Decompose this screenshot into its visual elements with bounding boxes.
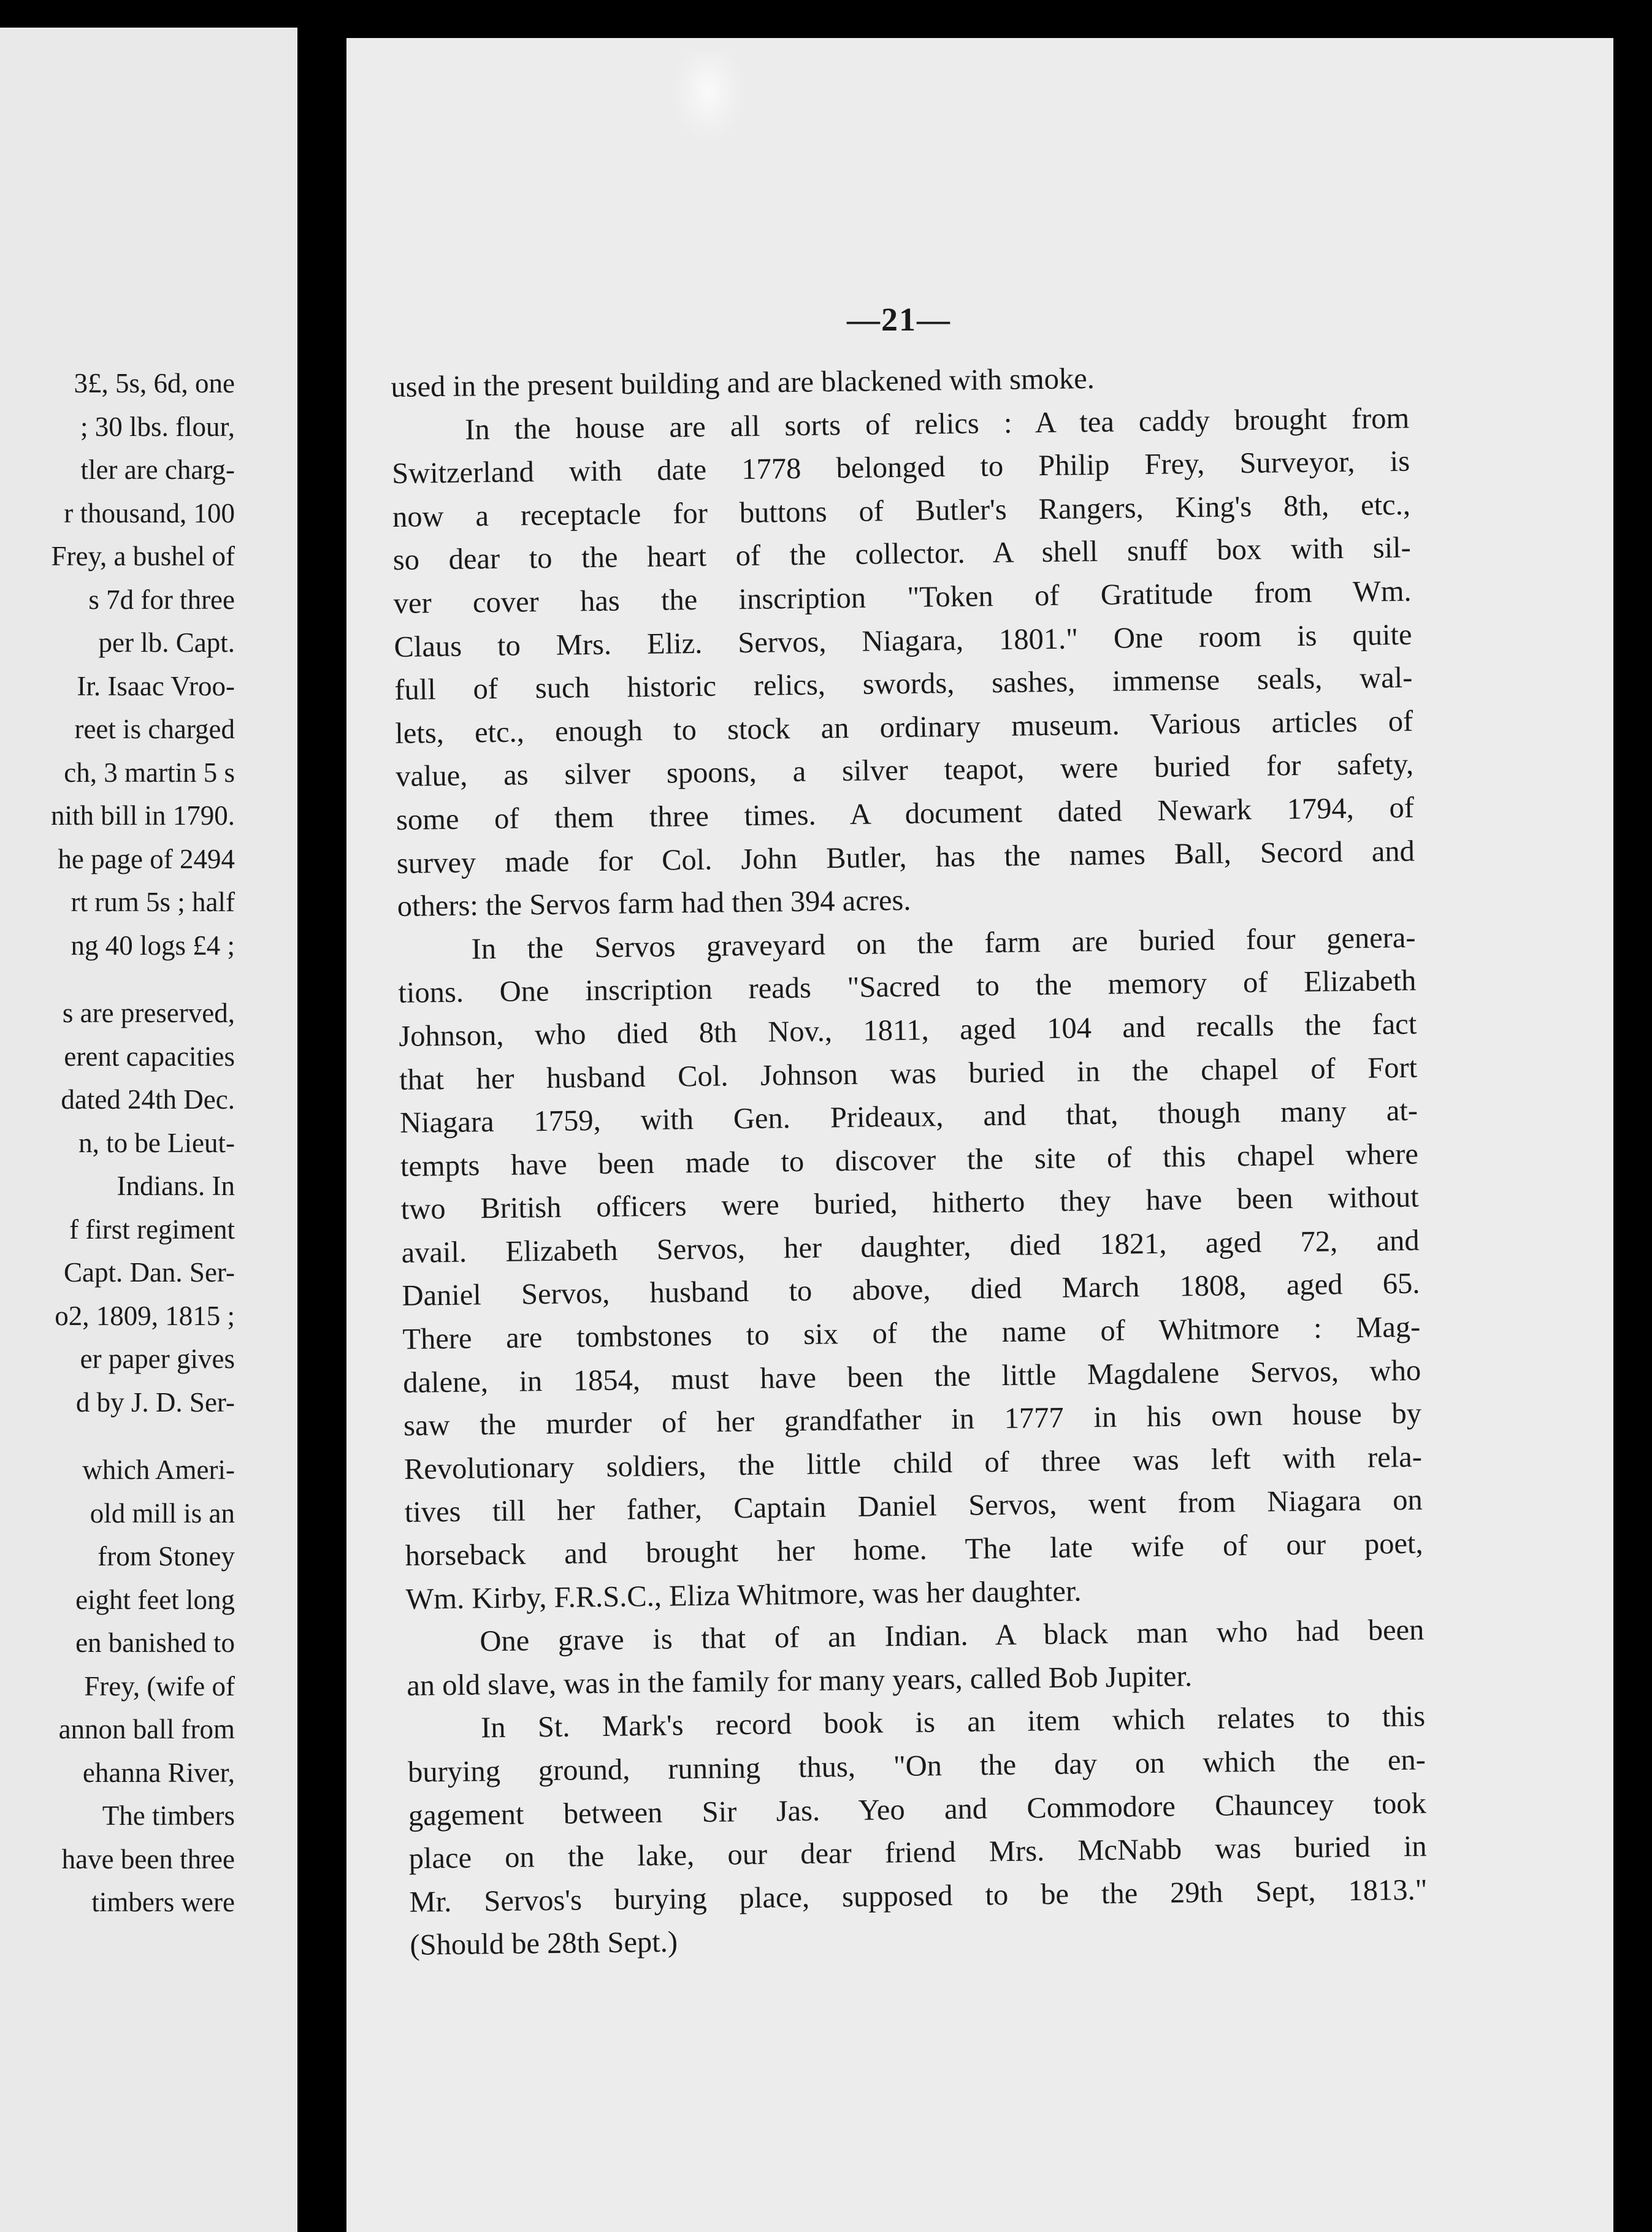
left-text-line: have been three <box>61 1843 235 1875</box>
left-text-line: 3£, 5s, 6d, one <box>74 368 235 399</box>
text-line: Daniel Servos, husband to above, died March 1808, aged 65. <box>402 1267 1420 1313</box>
text-line: Niagara 1759, with Gen. Prideaux, and that, though many at- <box>399 1094 1418 1139</box>
left-text-line: old mill is an <box>90 1497 235 1529</box>
left-text-line: ; 30 lbs. flour, <box>80 411 235 442</box>
text-line: full of such historic relics, swords, sashes, immense seals, wal- <box>394 661 1413 707</box>
text-line: Revolutionary soldiers, the little child of three was left with rela- <box>403 1440 1423 1486</box>
text-line: value, as silver spoons, a silver teapot, were buried for safety, <box>395 748 1414 793</box>
text-line: gagement between Sir Jas. Yeo and Commodore Chauncey took <box>408 1787 1427 1832</box>
left-text-line: Indians. In <box>117 1171 235 1201</box>
left-text-line: eight feet long <box>75 1584 235 1615</box>
text-line: There are tombstones to six of the name of Whitmore : Mag- <box>402 1310 1421 1356</box>
text-line: lets, etc., enough to stock an ordinary museum. Various articles of <box>394 705 1413 750</box>
left-text-line: Ir. Isaac Vroo- <box>77 670 235 701</box>
page-number: —21— <box>847 301 951 338</box>
text-line: tempts have been made to discover the site of this chapel where <box>400 1137 1419 1183</box>
left-text-line: per lb. Capt. <box>98 627 235 658</box>
left-text-line: ch, 3 martin 5 s <box>64 757 235 788</box>
text-line: Claus to Mrs. Eliz. Servos, Niagara, 1801." One room is quite <box>394 618 1412 663</box>
paper-stain <box>671 50 745 142</box>
text-line: burying ground, running thus, "On the day on which the en- <box>407 1743 1426 1789</box>
text-line: saw the murder of her grandfather in 1777 in his own house by <box>403 1397 1422 1443</box>
left-text-line: Frey, (wife of <box>84 1670 235 1702</box>
paragraph-gap <box>51 967 235 992</box>
book-gutter <box>297 0 346 2232</box>
left-text-line: Capt. Dan. Ser- <box>63 1257 235 1288</box>
text-line: place on the lake, our dear friend Mrs. McNabb was buried in <box>408 1830 1427 1876</box>
left-text-line: annon ball from <box>58 1714 235 1745</box>
left-text-line: o2, 1809, 1815 ; <box>55 1300 235 1331</box>
text-line: others: the Servos farm had then 394 acres. <box>397 884 911 923</box>
text-line: Switzerland with date 1778 belonged to Philip Frey, Surveyor, is <box>391 445 1410 491</box>
text-line: dalene, in 1854, must have been the little Magdalene Servos, who <box>402 1354 1421 1399</box>
left-text-line: Frey, a bushel of <box>51 541 235 571</box>
paragraph-gap <box>51 1424 235 1448</box>
text-line: so dear to the heart of the collector. A shell snuff box with sil- <box>392 532 1412 577</box>
text-line: Johnson, who died 8th Nov., 1811, aged 104 and recalls the fact <box>399 1007 1417 1053</box>
text-line: One grave is that of an Indian. A black man who had been <box>480 1613 1424 1658</box>
text-line: (Should be 28th Sept.) <box>410 1925 678 1962</box>
left-text-line: timbers were <box>91 1887 235 1917</box>
left-text-line: reet is charged <box>74 714 235 744</box>
left-text-line: The timbers <box>102 1800 235 1831</box>
left-text-line: er paper gives <box>80 1343 235 1374</box>
text-line: Mr. Servos's burying place, supposed to be the 29th Sept, 1813." <box>409 1873 1428 1919</box>
left-text-line: tler are charg- <box>80 454 235 485</box>
left-text-line: ehanna River, <box>82 1757 235 1788</box>
left-text-line: from Stoney <box>98 1541 235 1572</box>
text-line: horseback and brought her home. The late wife of our poet, <box>405 1527 1423 1572</box>
text-line: used in the present building and are blackened with smoke. <box>391 362 1095 403</box>
left-text-line: s 7d for three <box>88 584 235 615</box>
left-text-line: r thousand, 100 <box>64 497 235 529</box>
text-line: ver cover has the inscription "Token of Gratitude from Wm. <box>393 575 1412 620</box>
left-text-line: erent capacities <box>64 1041 235 1072</box>
text-line: some of them three times. A document dated Newark 1794, of <box>396 791 1415 836</box>
left-text-line: nith bill in 1790. <box>50 800 235 831</box>
text-line: tives till her father, Captain Daniel Servos, went from Niagara on <box>404 1484 1423 1529</box>
left-text-line: ng 40 logs £4 ; <box>71 930 235 961</box>
text-line: that her husband Col. Johnson was buried in the chapel of Fort <box>399 1051 1418 1096</box>
body-text <box>391 354 1428 1968</box>
text-line: survey made for Col. John Butler, has the names Ball, Secord and <box>396 835 1415 880</box>
text-line: In the house are all sorts of relics : A tea caddy brought from <box>464 402 1410 446</box>
text-line: now a receptacle for buttons of Butler's Rangers, King's 8th, etc., <box>392 488 1411 533</box>
left-text-line: rt rum 5s ; half <box>71 887 235 917</box>
text-line: two British officers were buried, hitherto they have been without <box>400 1180 1420 1226</box>
left-text-line: which Ameri- <box>82 1454 235 1485</box>
right-page <box>346 38 1613 2232</box>
text-line: In the Servos graveyard on the farm are buried four genera- <box>471 921 1416 966</box>
left-text-line: en banished to <box>75 1627 235 1658</box>
left-page-text <box>51 362 235 1924</box>
left-text-line: f first regiment <box>69 1213 235 1245</box>
text-line: In St. Mark's record book is an item which relates to this <box>480 1700 1426 1745</box>
left-text-line: dated 24th Dec. <box>61 1084 235 1115</box>
text-line: avail. Elizabeth Servos, her daughter, died 1821, aged 72, and <box>401 1224 1420 1269</box>
text-line: an old slave, was in the family for many years, called Bob Jupiter. <box>406 1660 1193 1702</box>
left-text-line: n, to be Lieut- <box>78 1127 235 1158</box>
text-line: Wm. Kirby, F.R.S.C., Eliza Whitmore, was her daughter. <box>405 1575 1082 1616</box>
left-text-line: d by J. D. Ser- <box>75 1386 235 1418</box>
left-page <box>0 28 297 2232</box>
text-line: tions. One inscription reads "Sacred to the memory of Elizabeth <box>398 964 1417 1010</box>
left-text-line: s are preserved, <box>62 998 235 1028</box>
left-text-line: he page of 2494 <box>58 843 235 874</box>
